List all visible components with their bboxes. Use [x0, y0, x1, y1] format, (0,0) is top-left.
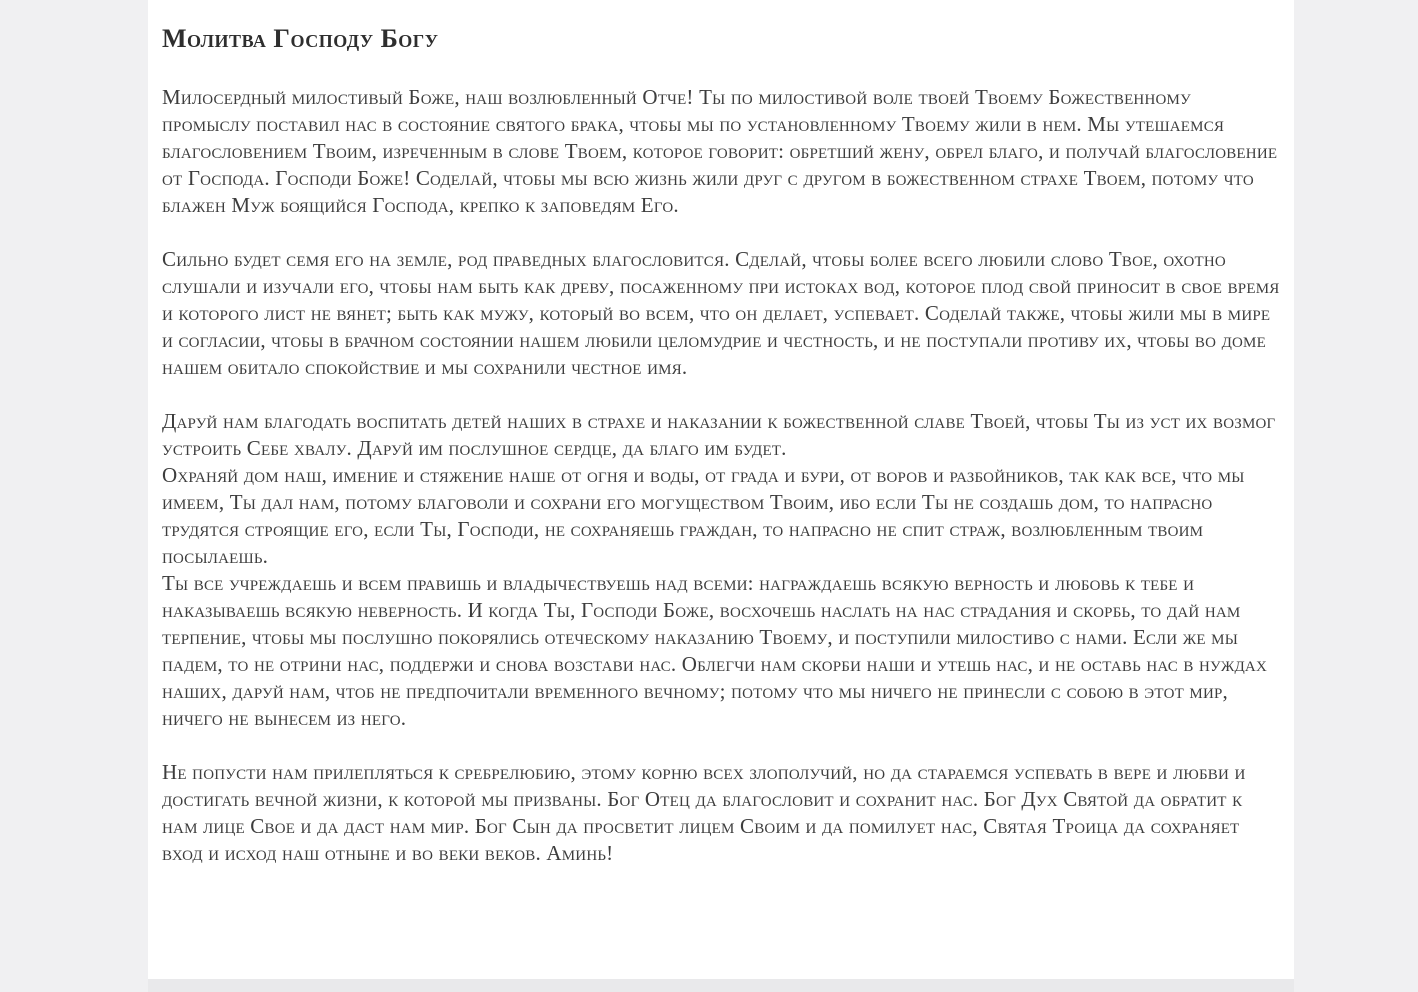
bottom-strip: [148, 979, 1294, 992]
prayer-text: Даруй нам благодать воспитать детей наших в страхе и наказании к божественной славе Твоей, чтобы Ты из уст их возмог устроить Себе хвалу. Даруй им послушное сердце, да благо им будет.: [162, 409, 1276, 460]
content-panel: [148, 0, 1294, 979]
page-title: Молитва Господу Богу: [162, 24, 439, 53]
prayer-paragraph-4: [162, 759, 1280, 867]
prayer-text: Охраняй дом наш, имение и стяжение наше от огня и воды, от града и бури, от воров и разбойников, так как все, что мы имеем, Ты дал нам, потому благоволи и сохрани его могуществом Твоим, ибо если Ты не создашь дом, то напрасно трудятся строящие его, если Ты, Господи, не сохраняешь граждан, то напрасно не спит страж, возлюбленным твоим посылаешь.: [162, 463, 1245, 568]
prayer-paragraph-2: [162, 246, 1280, 381]
prayer-paragraph-1: [162, 84, 1280, 219]
prayer-text: Милосердный милостивый Боже, наш возлюбленный Отче! Ты по милостивой воле твоей Твоему Божественному промыслу поставил нас в состояние святого брака, чтобы мы по установленному Твоему жили в нем. Мы утешаемся благословением Твоим, изреченным в слове Твоем, которое говорит: обретший жену, обрел благо, и получай благословение от Господа. Господи Боже! Соделай, чтобы мы всю жизнь жили друг с другом в божественном страхе Твоем, потому что блажен Муж боящийся Господа, крепко к заповедям Его.: [162, 85, 1278, 217]
prayer-paragraph-3: [162, 408, 1280, 732]
prayer-text: Сильно будет семя его на земле, род праведных благословится. Сделай, чтобы более всего любили слово Твое, охотно слушали и изучали его, чтобы нам быть как древу, посаженному при истоках вод, которое плод свой приносит в свое время и которого лист не вянет; быть как мужу, который во всем, что он делает, успевает. Соделай также, чтобы жили мы в мире и согласии, чтобы в брачном состоянии нашем любили целомудрие и честность, и не поступали противу их, чтобы во доме нашем обитало спокойствие и мы сохранили честное имя.: [162, 247, 1280, 379]
prayer-text: Не попусти нам прилепляться к сребрелюбию, этому корню всех злополучий, но да стараемся успевать в вере и любви и достигать вечной жизни, к которой мы призваны. Бог Отец да благословит и сохранит нас. Бог Дух Святой да обратит к нам лице Свое и да даст нам мир. Бог Сын да просветит лицем Своим и да помилует нас, Святая Троица да сохраняет вход и исход наш отныне и во веки веков. Аминь!: [162, 760, 1246, 865]
prayer-text: Ты все учреждаешь и всем правишь и владычествуешь над всеми: награждаешь всякую верность и любовь к тебе и наказываешь всякую неверность. И когда Ты, Господи Боже, восхочешь наслать на нас страдания и скорбь, то дай нам терпение, чтобы мы послушно покорялись отеческому наказанию Твоему, и поступили милостиво с нами. Если же мы падем, то не отрини нас, поддержи и снова возстави нас. Облегчи нам скорби наши и утешь нас, и не оставь нас в нуждах наших, даруй нам, чтоб не предпочитали временного вечному; потому что мы ничего не принесли с собою в этот мир, ничего не вынесем из него.: [162, 571, 1267, 730]
